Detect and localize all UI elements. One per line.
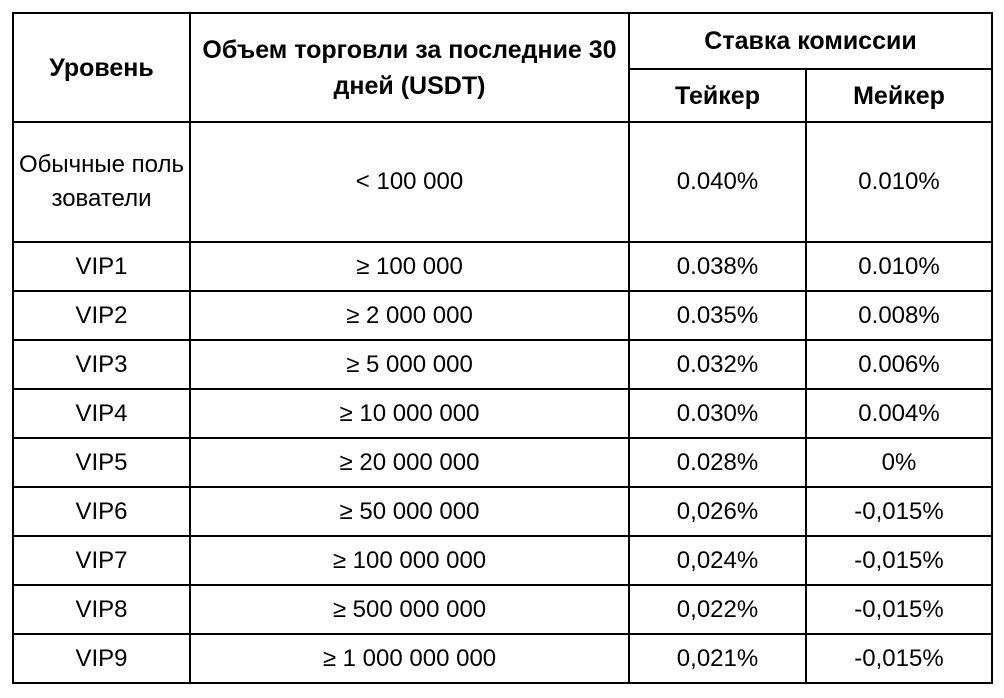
level-cell: VIP2 — [13, 291, 190, 340]
table-row — [13, 487, 992, 536]
volume-cell: ≥ 100 000 000 — [190, 536, 629, 585]
taker-cell: 0.035% — [629, 291, 806, 340]
header-taker: Тейкер — [629, 69, 806, 122]
header-maker: Мейкер — [806, 69, 992, 122]
volume-cell: ≥ 50 000 000 — [190, 487, 629, 536]
table-row — [13, 389, 992, 438]
level-cell: VIP7 — [13, 536, 190, 585]
table-row — [13, 585, 992, 634]
volume-cell: ≥ 2 000 000 — [190, 291, 629, 340]
volume-cell: ≥ 10 000 000 — [190, 389, 629, 438]
maker-cell: 0% — [806, 438, 992, 487]
header-volume: Объем торговли за последние 30 дней (USDT) — [190, 13, 629, 122]
level-cell: VIP1 — [13, 242, 190, 291]
table-row — [13, 291, 992, 340]
level-cell: VIP4 — [13, 389, 190, 438]
maker-cell: 0.010% — [806, 122, 992, 242]
table-row — [13, 122, 992, 242]
taker-cell: 0.032% — [629, 340, 806, 389]
maker-cell: 0.006% — [806, 340, 992, 389]
volume-cell: ≥ 1 000 000 000 — [190, 634, 629, 683]
volume-cell: ≥ 500 000 000 — [190, 585, 629, 634]
header-commission: Ставка комиссии — [629, 13, 992, 69]
level-cell: VIP8 — [13, 585, 190, 634]
table-header — [13, 13, 992, 122]
taker-cell: 0,024% — [629, 536, 806, 585]
volume-cell: ≥ 100 000 — [190, 242, 629, 291]
level-cell: VIP3 — [13, 340, 190, 389]
taker-cell: 0.030% — [629, 389, 806, 438]
volume-cell: ≥ 20 000 000 — [190, 438, 629, 487]
header-level: Уровень — [13, 13, 190, 122]
maker-cell: -0,015% — [806, 487, 992, 536]
level-cell: VIP6 — [13, 487, 190, 536]
maker-cell: -0,015% — [806, 536, 992, 585]
level-cell: VIP5 — [13, 438, 190, 487]
volume-cell: ≥ 5 000 000 — [190, 340, 629, 389]
table-row — [13, 242, 992, 291]
maker-cell: 0.008% — [806, 291, 992, 340]
table-body — [13, 122, 992, 683]
level-cell: VIP9 — [13, 634, 190, 683]
table-row — [13, 438, 992, 487]
fee-table — [12, 12, 993, 684]
taker-cell: 0,021% — [629, 634, 806, 683]
table-row — [13, 536, 992, 585]
taker-cell: 0,022% — [629, 585, 806, 634]
maker-cell: 0.010% — [806, 242, 992, 291]
taker-cell: 0,026% — [629, 487, 806, 536]
taker-cell: 0.040% — [629, 122, 806, 242]
table-row — [13, 634, 992, 683]
volume-cell: < 100 000 — [190, 122, 629, 242]
taker-cell: 0.038% — [629, 242, 806, 291]
maker-cell: -0,015% — [806, 634, 992, 683]
level-cell: Обычные пользователи — [13, 122, 190, 242]
taker-cell: 0.028% — [629, 438, 806, 487]
header-row — [13, 13, 992, 69]
maker-cell: -0,015% — [806, 585, 992, 634]
table-row — [13, 340, 992, 389]
maker-cell: 0.004% — [806, 389, 992, 438]
